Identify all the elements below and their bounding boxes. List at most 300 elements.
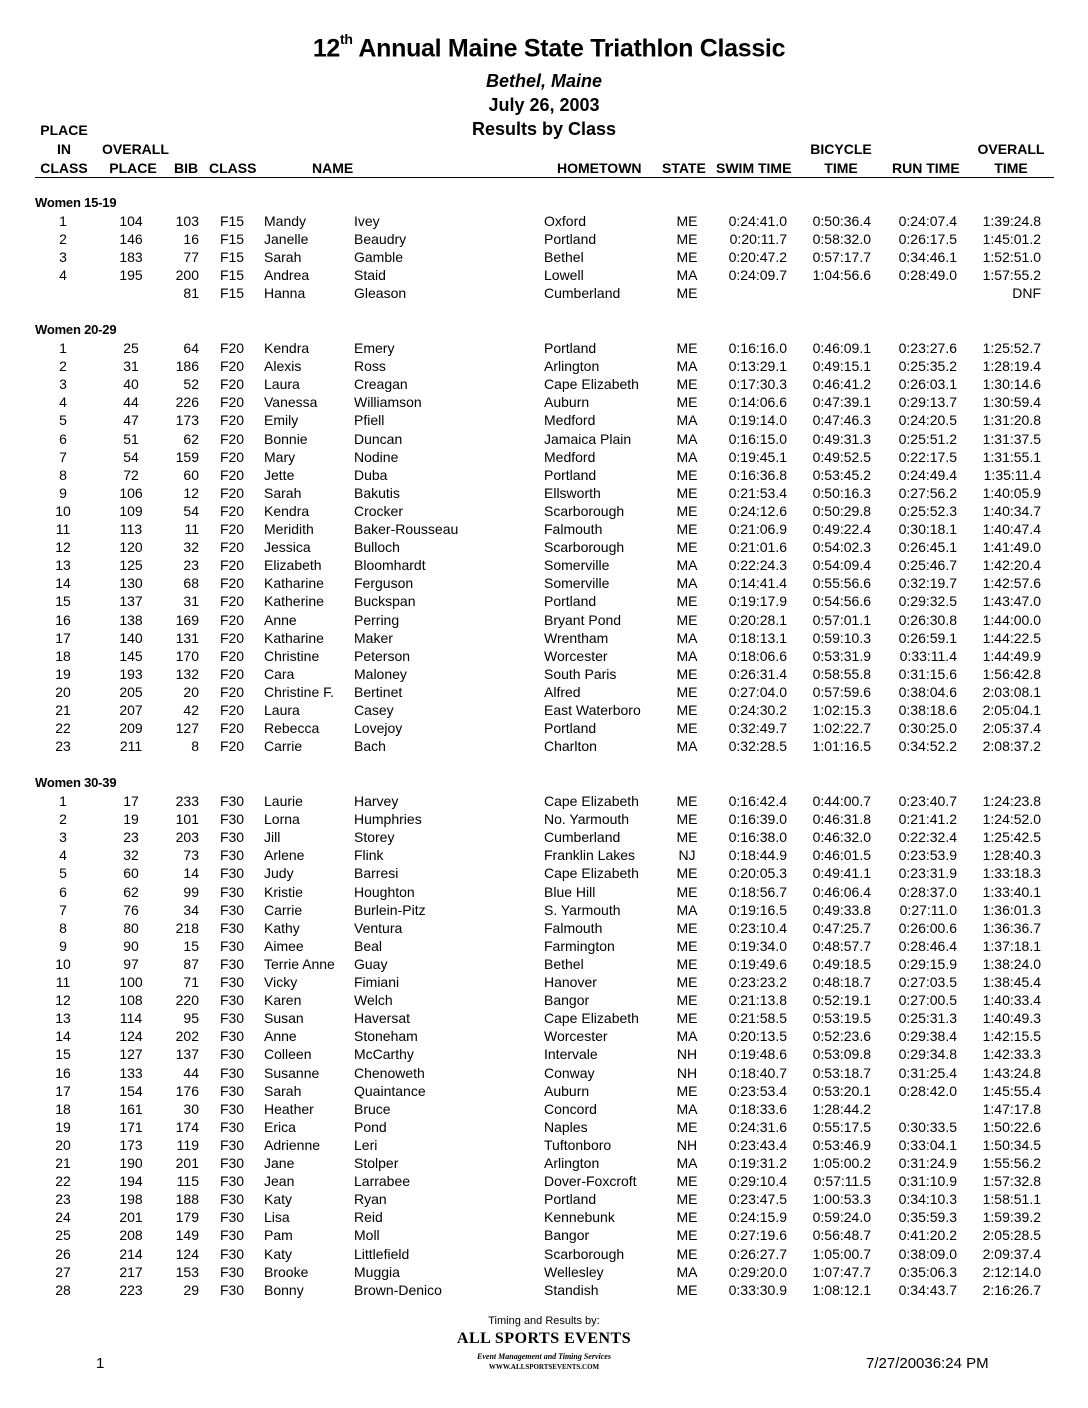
cell-state: ME — [676, 466, 698, 483]
cell-state: ME — [676, 865, 698, 882]
cell-bib: 16 — [183, 231, 199, 248]
cell-bike-time: 0:49:33.8 — [812, 901, 871, 918]
cell-hometown: Scarborough — [544, 502, 625, 519]
cell-bib: 218 — [175, 919, 199, 936]
table-row — [0, 884, 1088, 902]
cell-swim-time: 0:19:14.0 — [728, 412, 787, 429]
cell-bib: 137 — [175, 1046, 199, 1063]
cell-class: F15 — [219, 285, 245, 302]
cell-hometown: Cape Elizabeth — [544, 376, 639, 393]
cell-overall-time: 2:16:26.7 — [982, 1281, 1041, 1298]
cell-swim-time: 0:18:33.6 — [728, 1100, 787, 1117]
cell-hometown: Hanover — [544, 974, 597, 990]
cell-overall-place: 154 — [119, 1082, 143, 1099]
cell-swim-time: 0:18:13.1 — [728, 629, 787, 646]
cell-state: ME — [676, 593, 698, 610]
cell-class: F20 — [219, 539, 245, 556]
cell-state: ME — [676, 213, 698, 229]
col-place-in-class: PLACE IN CLASS — [40, 122, 88, 176]
cell-first-name: Anne — [264, 611, 297, 628]
cell-overall-place: 198 — [119, 1191, 143, 1208]
cell-bike-time: 0:46:41.2 — [812, 376, 871, 393]
cell-state: MA — [676, 557, 698, 574]
cell-first-name: Judy — [264, 865, 294, 882]
cell-overall-time: 1:30:59.4 — [982, 394, 1041, 411]
cell-class: F30 — [219, 937, 245, 954]
cell-state: MA — [676, 738, 698, 755]
cell-class: F15 — [219, 249, 245, 266]
cell-class: F30 — [219, 974, 245, 990]
cell-bib: 73 — [183, 847, 199, 864]
cell-swim-time: 0:24:31.6 — [728, 1118, 787, 1135]
cell-last-name: Maloney — [354, 665, 407, 682]
cell-swim-time: 0:14:06.6 — [728, 394, 787, 411]
cell-overall-place: 171 — [119, 1118, 143, 1135]
cell-first-name: Vanessa — [264, 394, 318, 411]
cell-run-time: 0:29:38.4 — [898, 1028, 957, 1045]
cell-class: F30 — [219, 811, 245, 828]
table-row — [0, 1137, 1088, 1155]
cell-overall-place: 19 — [123, 811, 139, 828]
cell-bib: 119 — [176, 1136, 199, 1153]
cell-swim-time: 0:21:13.8 — [728, 992, 787, 1009]
cell-overall-place: 133 — [119, 1064, 143, 1081]
cell-bike-time: 0:49:15.1 — [812, 358, 871, 375]
cell-overall-place: 80 — [123, 919, 139, 936]
group-heading: Women 15-19 — [35, 195, 117, 210]
company-tagline: Event Management and Timing Services — [477, 1352, 611, 1361]
cell-hometown: Cape Elizabeth — [544, 1010, 639, 1027]
cell-bike-time: 0:58:32.0 — [812, 231, 871, 248]
cell-hometown: S. Yarmouth — [544, 901, 621, 918]
cell-bib: 203 — [175, 829, 199, 846]
cell-last-name: Creagan — [354, 376, 408, 393]
cell-last-name: Barresi — [354, 865, 399, 882]
cell-state: MA — [676, 412, 698, 429]
cell-last-name: Harvey — [354, 793, 399, 809]
cell-state: ME — [676, 1245, 698, 1262]
cell-class: F20 — [219, 521, 245, 537]
cell-swim-time: 0:23:10.4 — [728, 919, 787, 936]
cell-state: MA — [676, 575, 698, 592]
table-row — [0, 902, 1088, 920]
cell-bib: 60 — [183, 466, 199, 483]
cell-state: ME — [676, 502, 698, 519]
cell-place-in-class: 26 — [55, 1245, 71, 1262]
table-row — [0, 358, 1088, 376]
cell-swim-time: 0:21:06.9 — [728, 521, 787, 537]
cell-place-in-class: 14 — [55, 575, 71, 592]
cell-last-name: Crocker — [354, 502, 404, 519]
cell-hometown: Bangor — [544, 992, 590, 1009]
cell-state: NH — [676, 1064, 698, 1081]
cell-hometown: Portland — [544, 593, 597, 610]
cell-place-in-class: 19 — [55, 1118, 71, 1135]
cell-first-name: Laura — [264, 702, 300, 718]
cell-place-in-class: 1 — [59, 213, 67, 229]
cell-hometown: Portland — [544, 340, 597, 356]
cell-class: F20 — [219, 665, 245, 682]
cell-overall-place: 140 — [119, 629, 143, 646]
cell-hometown: Cape Elizabeth — [544, 865, 639, 882]
cell-swim-time: 0:19:45.1 — [728, 448, 787, 465]
cell-state: MA — [676, 448, 698, 465]
cell-bib: 77 — [183, 249, 199, 266]
cell-run-time: 0:38:18.6 — [898, 702, 957, 718]
cell-class: F30 — [219, 865, 245, 882]
cell-swim-time: 0:19:34.0 — [728, 937, 787, 954]
cell-overall-place: 47 — [123, 412, 139, 429]
cell-overall-time: 1:25:42.5 — [982, 829, 1041, 846]
cell-bike-time: 0:54:56.6 — [812, 593, 871, 610]
table-row — [0, 974, 1088, 992]
table-row — [0, 231, 1088, 249]
cell-run-time: 0:34:43.7 — [898, 1281, 957, 1298]
cell-first-name: Cara — [264, 665, 295, 682]
cell-last-name: Fimiani — [354, 974, 400, 990]
cell-state: ME — [676, 1010, 698, 1027]
cell-last-name: Williamson — [354, 394, 422, 411]
cell-bib: 201 — [175, 1155, 199, 1171]
cell-swim-time: 0:20:05.3 — [728, 865, 787, 882]
cell-last-name: Ivey — [354, 213, 380, 229]
cell-place-in-class: 23 — [55, 738, 71, 755]
cell-overall-time: 1:31:37.5 — [982, 430, 1041, 447]
print-timestamp: 7/27/20036:24 PM — [866, 1355, 989, 1372]
cell-bib: 71 — [183, 974, 199, 990]
cell-class: F20 — [219, 484, 245, 501]
cell-class: F20 — [219, 394, 245, 411]
cell-bike-time: 0:58:55.8 — [812, 665, 871, 682]
table-row — [0, 684, 1088, 702]
cell-class: F30 — [219, 992, 245, 1009]
cell-run-time: 0:41:20.2 — [898, 1227, 957, 1244]
cell-bike-time: 0:50:29.8 — [812, 502, 871, 519]
cell-overall-place: 214 — [119, 1245, 143, 1262]
col-swim-time: SWIM TIME — [716, 160, 792, 176]
cell-overall-time: 1:55:56.2 — [982, 1155, 1041, 1171]
cell-overall-place: 190 — [119, 1155, 143, 1171]
cell-run-time: 0:26:59.1 — [898, 629, 957, 646]
cell-bike-time: 0:47:39.1 — [812, 394, 871, 411]
cell-first-name: Sarah — [264, 1082, 302, 1099]
cell-first-name: Katharine — [264, 629, 324, 646]
cell-class: F30 — [219, 829, 245, 846]
cell-state: MA — [676, 629, 698, 646]
cell-overall-place: 100 — [119, 974, 143, 990]
cell-state: ME — [676, 249, 698, 266]
cell-place-in-class: 5 — [59, 412, 67, 429]
cell-place-in-class: 10 — [55, 502, 71, 519]
cell-bike-time: 0:49:22.4 — [812, 521, 871, 537]
cell-run-time: 0:30:33.5 — [898, 1118, 957, 1135]
cell-bib: 170 — [175, 647, 199, 664]
cell-bib: 99 — [183, 883, 199, 900]
cell-state: MA — [676, 647, 698, 664]
cell-bike-time: 0:46:06.4 — [812, 883, 871, 900]
cell-run-time: 0:23:27.6 — [898, 340, 957, 356]
cell-first-name: Bonny — [264, 1281, 304, 1298]
cell-overall-time: 1:39:24.8 — [982, 213, 1041, 229]
cell-last-name: Nodine — [354, 448, 399, 465]
cell-place-in-class: 12 — [55, 992, 71, 1009]
cell-swim-time: 0:20:28.1 — [728, 611, 787, 628]
cell-overall-time: 1:35:11.4 — [983, 466, 1041, 483]
cell-swim-time: 0:21:53.4 — [728, 484, 787, 501]
cell-bike-time: 0:49:41.1 — [812, 865, 871, 882]
table-row — [0, 738, 1088, 756]
cell-class: F15 — [219, 231, 245, 248]
cell-overall-place: 97 — [123, 955, 139, 972]
cell-first-name: Mandy — [264, 213, 307, 229]
cell-class: F20 — [219, 738, 245, 755]
cell-first-name: Kendra — [264, 340, 310, 356]
cell-bike-time: 0:54:09.4 — [812, 557, 871, 574]
cell-state: ME — [676, 665, 698, 682]
cell-first-name: Carrie — [264, 738, 303, 755]
cell-bike-time: 0:44:00.7 — [812, 793, 871, 809]
cell-bib: 176 — [175, 1082, 199, 1099]
cell-hometown: Lowell — [544, 267, 584, 284]
cell-bike-time: 1:00:53.3 — [812, 1191, 871, 1208]
cell-overall-time: 2:05:04.1 — [982, 702, 1041, 718]
cell-class: F30 — [219, 919, 245, 936]
cell-bib: 15 — [183, 937, 199, 954]
cell-hometown: Oxford — [544, 213, 587, 229]
cell-state: ME — [676, 1173, 698, 1190]
cell-place-in-class: 12 — [55, 539, 71, 556]
cell-class: F20 — [219, 466, 245, 483]
cell-overall-time: 1:44:49.9 — [982, 647, 1041, 664]
cell-bike-time: 0:46:32.0 — [812, 829, 871, 846]
cell-state: ME — [676, 376, 698, 393]
table-row — [0, 376, 1088, 394]
cell-overall-time: 1:40:49.3 — [982, 1010, 1041, 1027]
cell-first-name: Rebecca — [264, 720, 320, 737]
cell-overall-place: 54 — [123, 448, 139, 465]
cell-state: ME — [676, 285, 698, 302]
cell-overall-place: 72 — [123, 466, 139, 483]
cell-overall-time: 1:38:45.4 — [982, 974, 1041, 990]
cell-bib: 32 — [183, 539, 199, 556]
cell-first-name: Laura — [264, 376, 300, 393]
cell-run-time: 0:30:18.1 — [898, 521, 957, 537]
cell-state: ME — [676, 720, 698, 737]
cell-overall-place: 60 — [123, 865, 139, 882]
cell-place-in-class: 9 — [59, 937, 67, 954]
cell-bib: 169 — [175, 611, 199, 628]
cell-last-name: Ferguson — [354, 575, 414, 592]
cell-hometown: Bryant Pond — [544, 611, 622, 628]
cell-swim-time: 0:22:24.3 — [728, 557, 787, 574]
cell-overall-time: 1:36:01.3 — [982, 901, 1041, 918]
cell-bike-time: 0:52:23.6 — [812, 1028, 871, 1045]
cell-place-in-class: 14 — [55, 1028, 71, 1045]
cell-run-time: 0:34:10.3 — [898, 1191, 957, 1208]
cell-first-name: Christine F. — [264, 683, 335, 700]
cell-overall-time: 1:41:49.0 — [982, 539, 1041, 556]
cell-bib: 174 — [175, 1118, 199, 1135]
cell-class: F30 — [219, 1136, 245, 1153]
cell-bike-time: 0:49:52.5 — [812, 448, 871, 465]
cell-overall-time: 1:45:55.4 — [982, 1082, 1041, 1099]
cell-class: F15 — [219, 267, 245, 284]
cell-place-in-class: 21 — [55, 1155, 71, 1171]
cell-hometown: Concord — [544, 1100, 597, 1117]
cell-hometown: Conway — [544, 1064, 595, 1081]
cell-first-name: Christine — [264, 647, 320, 664]
col-hometown: HOMETOWN — [557, 160, 642, 176]
cell-first-name: Carrie — [264, 901, 303, 918]
cell-first-name: Terrie Anne — [264, 955, 335, 972]
cell-run-time: 0:23:31.9 — [898, 865, 957, 882]
cell-overall-time: 1:43:47.0 — [982, 593, 1041, 610]
cell-overall-time: 1:50:34.5 — [982, 1136, 1041, 1153]
cell-overall-place: 109 — [119, 502, 143, 519]
cell-bib: 131 — [175, 629, 199, 646]
table-row — [0, 1083, 1088, 1101]
cell-overall-place: 17 — [123, 793, 139, 809]
cell-state: MA — [676, 1155, 698, 1171]
cell-class: F30 — [219, 1082, 245, 1099]
cell-first-name: Jill — [264, 829, 281, 846]
col-class: CLASS — [209, 160, 257, 176]
cell-overall-time: 1:36:36.7 — [982, 919, 1041, 936]
cell-bib: 34 — [183, 901, 199, 918]
cell-bike-time: 1:02:15.3 — [812, 702, 871, 718]
cell-place-in-class: 11 — [55, 974, 71, 990]
table-row — [0, 1191, 1088, 1209]
cell-state: ME — [676, 539, 698, 556]
cell-bike-time: 1:28:44.2 — [812, 1100, 871, 1117]
cell-bike-time: 1:05:00.2 — [812, 1155, 871, 1171]
cell-first-name: Jessica — [264, 539, 311, 556]
cell-place-in-class: 20 — [55, 1136, 71, 1153]
cell-run-time: 0:25:31.3 — [898, 1010, 957, 1027]
cell-bike-time: 0:47:25.7 — [812, 919, 871, 936]
cell-bike-time: 0:53:20.1 — [812, 1082, 871, 1099]
cell-state: ME — [676, 829, 698, 846]
cell-bike-time: 0:54:02.3 — [812, 539, 871, 556]
table-row — [0, 503, 1088, 521]
cell-swim-time: 0:19:16.5 — [728, 901, 787, 918]
cell-swim-time: 0:29:10.4 — [728, 1173, 787, 1190]
cell-first-name: Katherine — [264, 593, 324, 610]
report-subtitle: Results by Class — [471, 119, 617, 139]
col-run-time: RUN TIME — [892, 160, 960, 176]
cell-swim-time: 0:24:09.7 — [728, 267, 787, 284]
cell-class: F30 — [219, 1155, 245, 1171]
cell-overall-place: 201 — [119, 1209, 143, 1226]
cell-hometown: Portland — [544, 466, 597, 483]
table-row — [0, 847, 1088, 865]
cell-hometown: Charlton — [544, 738, 597, 755]
cell-last-name: Duncan — [354, 430, 403, 447]
cell-overall-place: 31 — [123, 358, 139, 375]
cell-first-name: Andrea — [264, 267, 310, 284]
cell-overall-place: 145 — [119, 647, 143, 664]
cell-overall-time: 1:57:32.8 — [982, 1173, 1041, 1190]
cell-bike-time: 0:53:46.9 — [812, 1136, 871, 1153]
cell-last-name: Bruce — [354, 1100, 391, 1117]
cell-place-in-class: 6 — [59, 883, 67, 900]
cell-class: F30 — [219, 901, 245, 918]
cell-state: ME — [676, 1281, 698, 1298]
cell-last-name: Humphries — [354, 811, 422, 828]
cell-overall-time: 1:40:05.9 — [982, 484, 1041, 501]
cell-hometown: Wrentham — [544, 629, 609, 646]
cell-first-name: Lisa — [264, 1209, 290, 1226]
cell-run-time: 0:22:32.4 — [898, 829, 957, 846]
cell-swim-time: 0:16:36.8 — [728, 466, 787, 483]
cell-hometown: Portland — [544, 231, 597, 248]
table-row — [0, 1046, 1088, 1064]
cell-overall-time: 1:47:17.8 — [982, 1100, 1041, 1117]
cell-state: ME — [676, 1082, 698, 1099]
cell-last-name: Ross — [354, 358, 386, 375]
cell-first-name: Sarah — [264, 484, 302, 501]
cell-class: F20 — [219, 611, 245, 628]
cell-place-in-class: 3 — [59, 829, 67, 846]
cell-bib: 179 — [175, 1209, 199, 1226]
cell-overall-time: 1:42:33.3 — [982, 1046, 1041, 1063]
table-row — [0, 956, 1088, 974]
cell-bib: 173 — [175, 412, 199, 429]
cell-overall-time: 1:25:52.7 — [982, 340, 1041, 356]
cell-bike-time: 0:53:09.8 — [812, 1046, 871, 1063]
cell-last-name: Staid — [354, 267, 386, 284]
cell-overall-place: 211 — [119, 738, 143, 755]
cell-run-time: 0:25:52.3 — [898, 502, 957, 519]
cell-first-name: Karen — [264, 992, 302, 1009]
cell-bib: 81 — [183, 285, 199, 302]
cell-first-name: Brooke — [264, 1263, 309, 1280]
cell-hometown: Somerville — [544, 557, 610, 574]
cell-run-time: 0:31:24.9 — [898, 1155, 957, 1171]
cell-first-name: Erica — [264, 1118, 296, 1135]
cell-last-name: Chenoweth — [354, 1064, 425, 1081]
cell-place-in-class: 17 — [55, 1082, 71, 1099]
cell-bib: 115 — [176, 1173, 199, 1190]
table-row — [0, 213, 1088, 231]
cell-hometown: Arlington — [544, 1155, 600, 1171]
col-state: STATE — [662, 160, 706, 176]
cell-first-name: Meridith — [264, 521, 314, 537]
cell-state: MA — [676, 1028, 698, 1045]
cell-class: F20 — [219, 720, 245, 737]
cell-bike-time: 0:53:31.9 — [812, 647, 871, 664]
cell-hometown: Kennebunk — [544, 1209, 615, 1226]
cell-run-time: 0:25:46.7 — [898, 557, 957, 574]
cell-bike-time: 1:08:12.1 — [812, 1281, 871, 1298]
cell-hometown: Blue Hill — [544, 883, 596, 900]
cell-first-name: Sarah — [264, 249, 302, 266]
cell-class: F15 — [219, 213, 245, 229]
table-row — [0, 1101, 1088, 1119]
cell-place-in-class: 18 — [55, 1100, 71, 1117]
cell-class: F20 — [219, 340, 245, 356]
cell-place-in-class: 2 — [59, 231, 67, 248]
cell-hometown: Auburn — [544, 1082, 590, 1099]
cell-overall-time: 2:05:28.5 — [982, 1227, 1041, 1244]
table-row — [0, 1028, 1088, 1046]
cell-class: F20 — [219, 412, 245, 429]
cell-swim-time: 0:23:23.2 — [728, 974, 787, 990]
cell-class: F30 — [219, 1245, 245, 1262]
event-date: July 26, 2003 — [488, 95, 600, 115]
cell-last-name: Reid — [354, 1209, 383, 1226]
cell-class: F30 — [219, 1191, 245, 1208]
